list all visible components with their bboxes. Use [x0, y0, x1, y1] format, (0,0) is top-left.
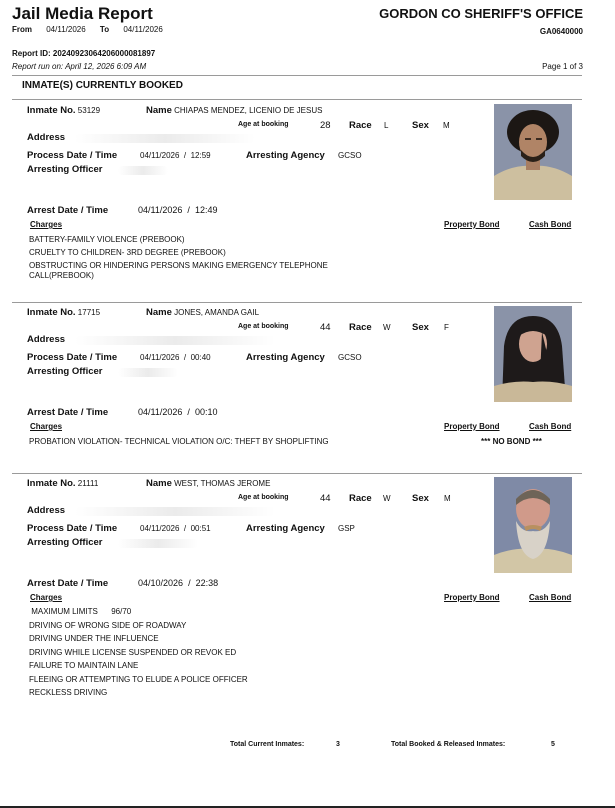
- cash-bond-heading: Cash Bond: [529, 593, 572, 602]
- total-current-value: 3: [336, 741, 340, 748]
- process-date: 04/11/2026: [140, 524, 180, 533]
- inmate-name: CHIAPAS MENDEZ, LICENIO DE JESUS: [174, 106, 323, 115]
- arrest-label: Arrest Date / Time: [27, 205, 109, 216]
- total-booked-released-value: 5: [551, 741, 555, 748]
- separator: /: [187, 407, 190, 417]
- officer-label: Arresting Officer: [27, 164, 103, 175]
- redacted-officer: [118, 166, 168, 175]
- agency-value: GCSO: [338, 151, 362, 160]
- race-value: W: [383, 494, 391, 503]
- redacted-officer: [118, 368, 178, 377]
- sex-label: Sex: [412, 322, 429, 333]
- charge-item: CRUELTY TO CHILDREN- 3RD DEGREE (PREBOOK): [29, 248, 226, 257]
- from-label: From: [12, 25, 32, 34]
- age-label: Age at booking: [238, 121, 289, 128]
- redacted-address: [75, 507, 275, 516]
- header-divider: [12, 75, 582, 76]
- mugshot-photo: [494, 477, 572, 573]
- section-title: INMATE(S) CURRENTLY BOOKED: [22, 80, 183, 91]
- name-label: Name: [146, 307, 172, 318]
- to-label: To: [99, 25, 110, 34]
- sex-value: M: [443, 121, 450, 130]
- process-label: Process Date / Time: [27, 150, 118, 161]
- report-title: Jail Media Report: [12, 4, 153, 23]
- process-label: Process Date / Time: [27, 352, 118, 363]
- sex-label: Sex: [412, 493, 429, 504]
- charges-heading: Charges: [30, 593, 63, 602]
- separator: /: [183, 353, 187, 362]
- mugshot-image: [494, 104, 572, 200]
- agency-label: Arresting Agency: [246, 523, 325, 534]
- name-label: Name: [146, 105, 172, 116]
- cash-bond-heading: Cash Bond: [529, 220, 572, 229]
- charge-item: DRIVING OF WRONG SIDE OF ROADWAY: [29, 621, 187, 630]
- address-label: Address: [27, 505, 66, 516]
- agency-label: Arresting Agency: [246, 352, 325, 363]
- from-date: 04/11/2026: [46, 25, 86, 34]
- arrest-time: 12:49: [194, 205, 218, 215]
- cash-bond-heading: Cash Bond: [529, 422, 572, 431]
- bond-note: *** NO BOND ***: [481, 437, 542, 446]
- inmate-divider: [12, 99, 582, 100]
- charges-heading: Charges: [30, 422, 63, 431]
- total-current-label: Total Current Inmates:: [230, 741, 305, 748]
- separator: /: [187, 205, 190, 215]
- agency-value: GCSO: [338, 353, 362, 362]
- inmate-name: WEST, THOMAS JEROME: [174, 479, 271, 488]
- charge-item: DRIVING WHILE LICENSE SUSPENDED OR REVOK ED: [29, 648, 237, 657]
- report-id: Report ID: 20240923064206000081897: [12, 49, 156, 58]
- charge-item: DRIVING UNDER THE INFLUENCE: [29, 634, 159, 643]
- process-label: Process Date / Time: [27, 523, 118, 534]
- race-label: Race: [349, 120, 372, 131]
- separator: /: [188, 578, 191, 588]
- to-date: 04/11/2026: [123, 25, 163, 34]
- arrest-date: 04/10/2026: [138, 578, 184, 588]
- sex-label: Sex: [412, 120, 429, 131]
- arrest-label: Arrest Date / Time: [27, 407, 109, 418]
- race-label: Race: [349, 322, 372, 333]
- race-label: Race: [349, 493, 372, 504]
- process-date: 04/11/2026: [140, 151, 180, 160]
- charge-item: BATTERY-FAMILY VIOLENCE (PREBOOK): [29, 235, 185, 244]
- total-booked-released-label: Total Booked & Released Inmates:: [391, 741, 506, 748]
- officer-label: Arresting Officer: [27, 366, 103, 377]
- inmate-no-label: Inmate No.: [27, 307, 76, 318]
- mugshot-image: [494, 477, 572, 573]
- arrest-time: 22:38: [195, 578, 219, 588]
- charge-item: FAILURE TO MAINTAIN LANE: [29, 661, 139, 670]
- arrest-time: 00:10: [194, 407, 218, 417]
- redacted-address: [75, 134, 255, 143]
- charges-heading: Charges: [30, 220, 63, 229]
- age-value: 44: [320, 322, 331, 333]
- process-time: 00:51: [190, 524, 211, 533]
- inmate-divider: [12, 473, 582, 474]
- page-number: Page 1 of 3: [542, 62, 583, 71]
- property-bond-heading: Property Bond: [444, 593, 500, 602]
- charge-item: FLEEING OR ATTEMPTING TO ELUDE A POLICE OFFICER: [29, 675, 248, 684]
- property-bond-heading: Property Bond: [444, 220, 500, 229]
- mugshot-photo: [494, 104, 572, 200]
- race-value: W: [383, 323, 391, 332]
- arrest-date: 04/11/2026: [138, 205, 183, 215]
- address-label: Address: [27, 132, 66, 143]
- charge-item: RECKLESS DRIVING: [29, 688, 108, 697]
- sex-value: F: [444, 323, 449, 332]
- officer-label: Arresting Officer: [27, 537, 103, 548]
- mugshot-image: [494, 306, 572, 402]
- name-label: Name: [146, 478, 172, 489]
- sex-value: M: [444, 494, 451, 503]
- report-run-on: Report run on: April 12, 2026 6:09 AM: [12, 62, 147, 71]
- age-value: 44: [320, 493, 331, 504]
- agency-id: GA0640000: [539, 27, 583, 36]
- property-bond-heading: Property Bond: [444, 422, 500, 431]
- charge-item: MAXIMUM LIMITS 96/70: [29, 607, 132, 616]
- charge-item: CALL(PREBOOK): [29, 271, 94, 280]
- agency-label: Arresting Agency: [246, 150, 325, 161]
- arrest-label: Arrest Date / Time: [27, 578, 109, 589]
- process-time: 00:40: [190, 353, 211, 362]
- agency-name: GORDON CO SHERIFF'S OFFICE: [379, 6, 583, 21]
- inmate-no-label: Inmate No.: [27, 105, 76, 116]
- redacted-address: [75, 336, 275, 345]
- age-label: Age at booking: [238, 323, 289, 330]
- inmate-no: 21111: [77, 479, 99, 488]
- redacted-officer: [118, 539, 198, 548]
- arrest-date: 04/11/2026: [138, 407, 183, 417]
- process-date: 04/11/2026: [140, 353, 180, 362]
- separator: /: [183, 524, 187, 533]
- mugshot-photo: [494, 306, 572, 402]
- inmate-divider: [12, 302, 582, 303]
- inmate-no: 53129: [77, 106, 101, 115]
- separator: /: [183, 151, 187, 160]
- inmate-name: JONES, AMANDA GAIL: [174, 308, 260, 317]
- charge-item: PROBATION VIOLATION- TECHNICAL VIOLATION O/C: THEFT BY SHOPLIFTING: [29, 437, 329, 446]
- inmate-no-label: Inmate No.: [27, 478, 76, 489]
- date-range: [12, 25, 175, 34]
- process-time: 12:59: [190, 151, 211, 160]
- charge-item: OBSTRUCTING OR HINDERING PERSONS MAKING EMERGENCY TELEPHONE: [29, 261, 328, 270]
- agency-value: GSP: [338, 524, 355, 533]
- age-label: Age at booking: [238, 494, 289, 501]
- age-value: 28: [320, 120, 331, 131]
- race-value: L: [384, 121, 389, 130]
- inmate-no: 17715: [77, 308, 101, 317]
- address-label: Address: [27, 334, 66, 345]
